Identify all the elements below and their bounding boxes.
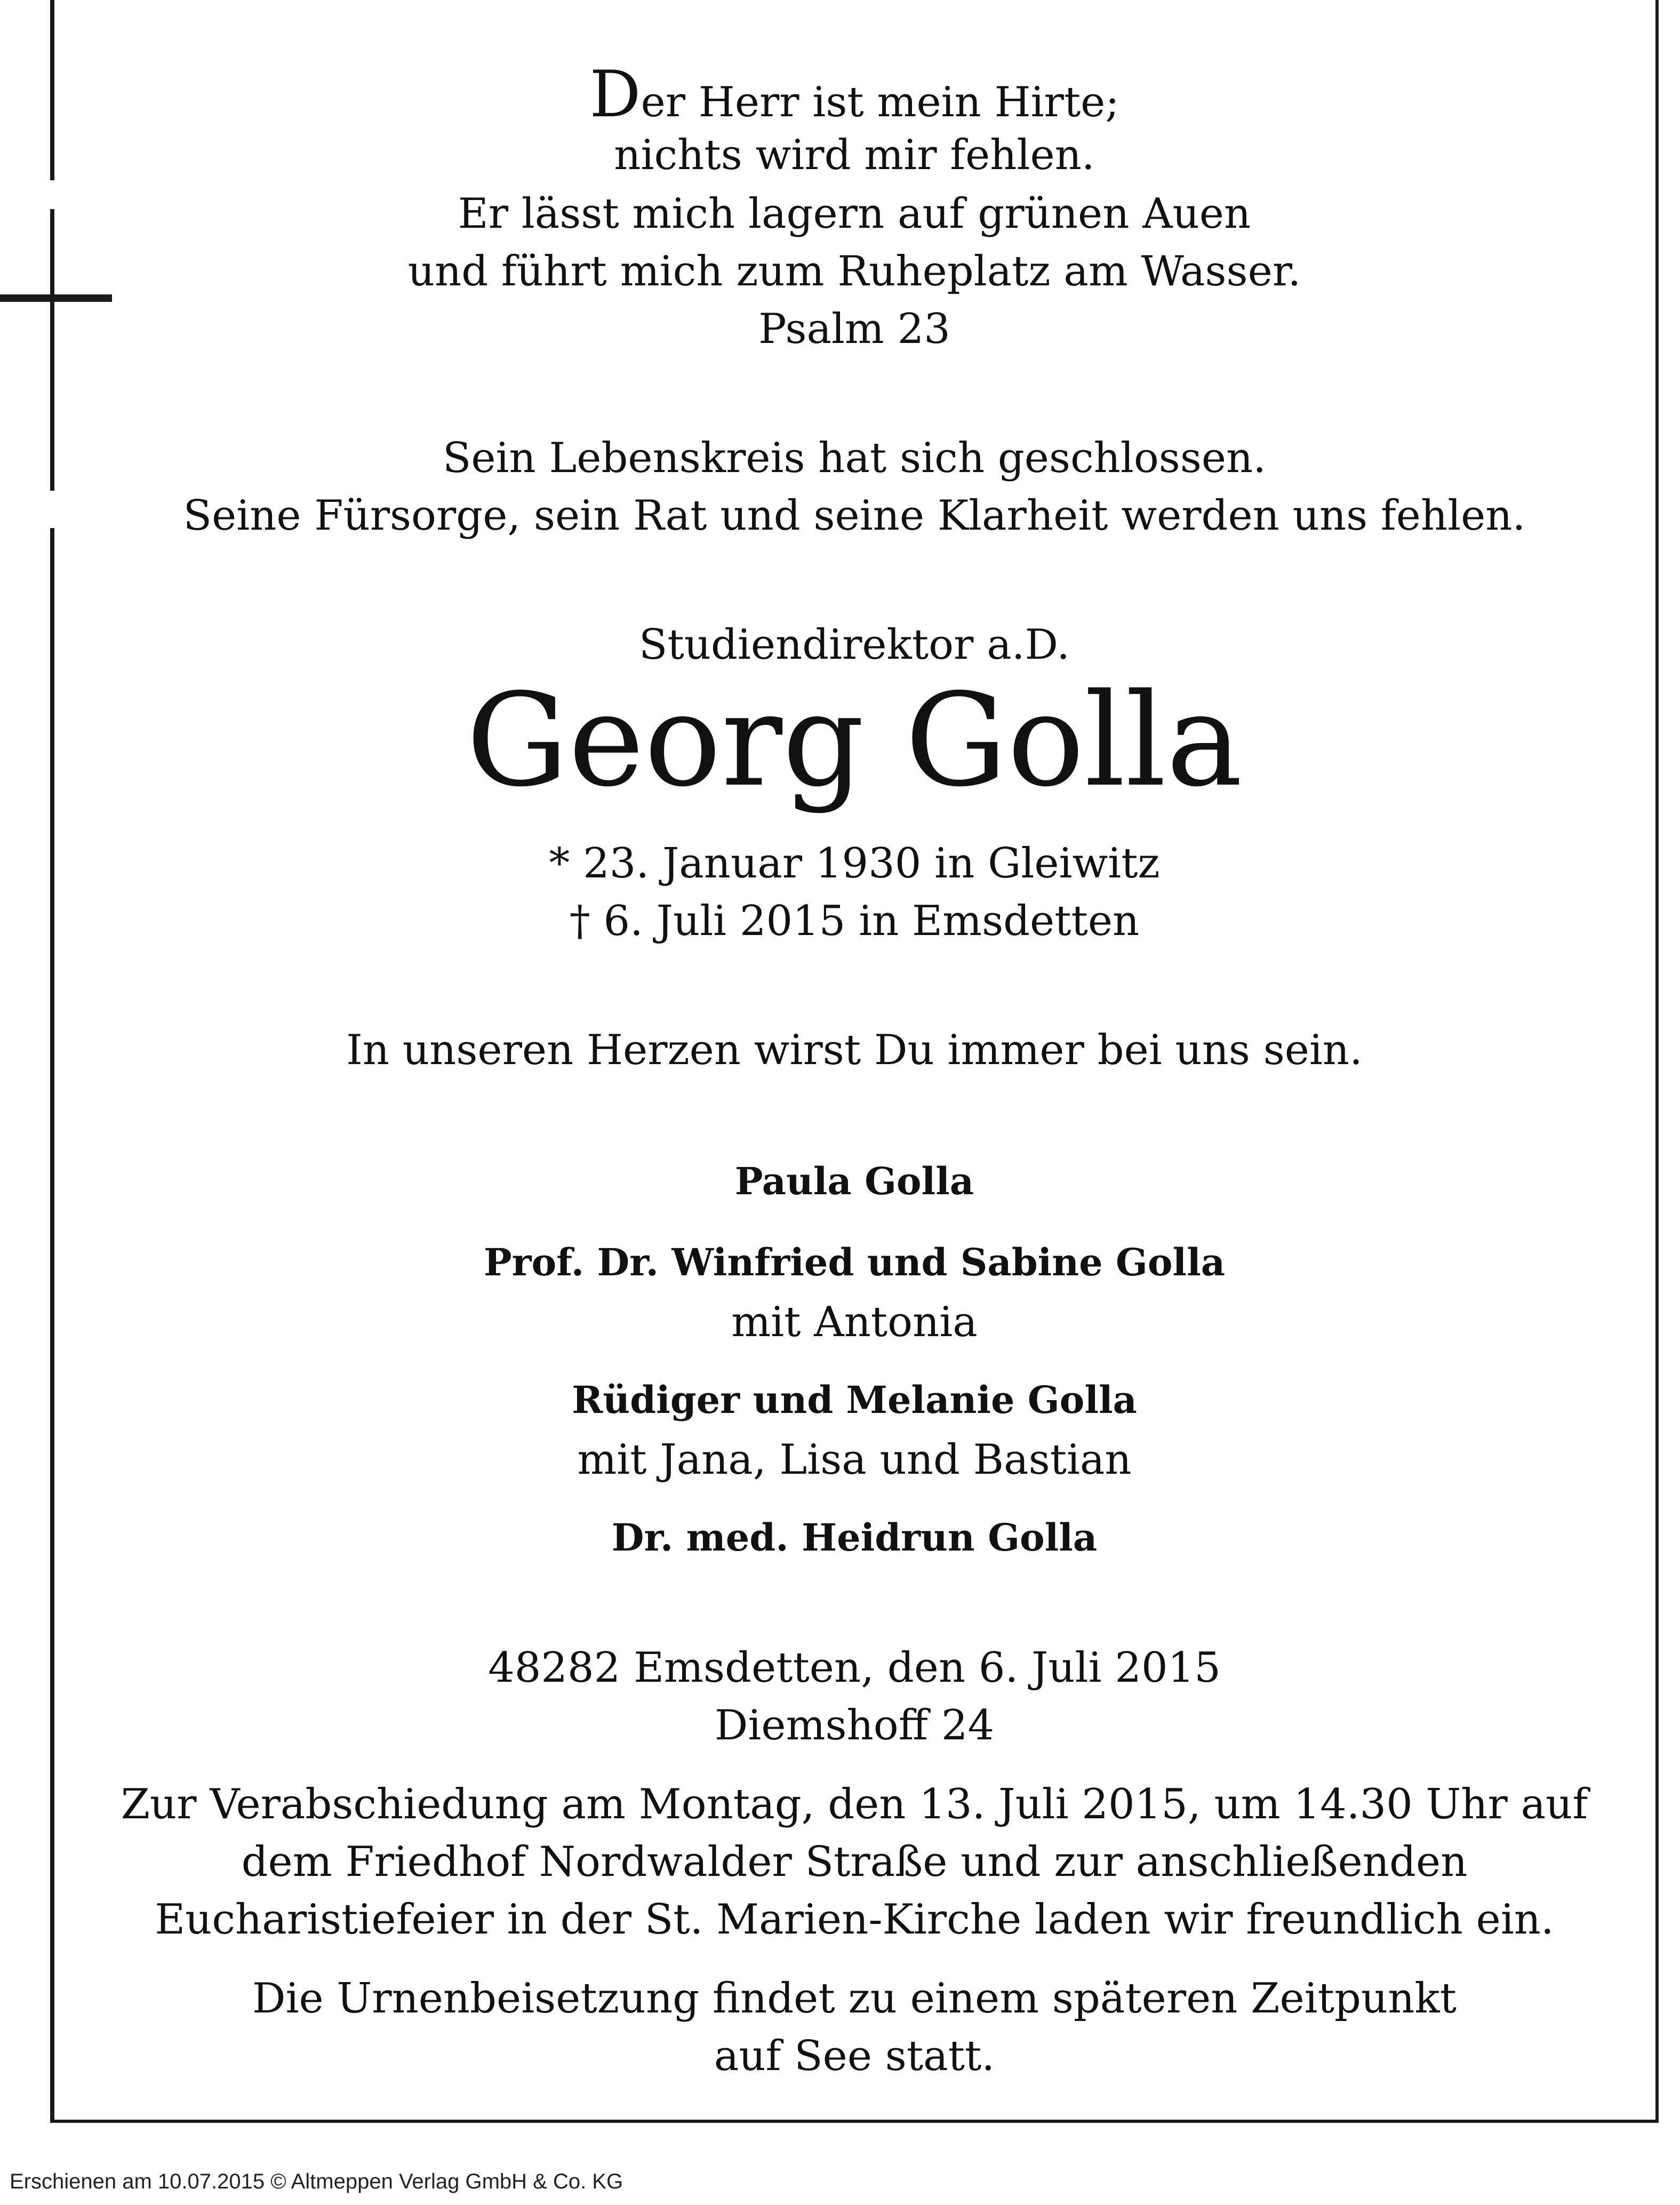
- psalm-line-3: Er lässt mich lagern auf grünen Auen: [458, 190, 1251, 238]
- psalm-line-4: und führt mich zum Ruheplatz am Wasser.: [407, 247, 1301, 295]
- address-street: Diemshoff 24: [714, 1701, 995, 1749]
- mourner-name: Rüdiger und Melanie Golla: [572, 1378, 1137, 1422]
- psalm-line-1-text: er Herr ist mein Hirte;: [641, 78, 1119, 126]
- mourner-name: Paula Golla: [734, 1159, 974, 1203]
- psalm-line-1: [53, 58, 1655, 132]
- intro-line-1: Sein Lebenskreis hat sich geschlossen.: [442, 434, 1267, 482]
- deceased-name: Georg Golla: [466, 666, 1243, 815]
- deceased-died: † 6. Juli 2015 in Emsdetten: [569, 897, 1140, 945]
- publication-footer: Erschienen am 10.07.2015 © Altmeppen Verlag GmbH & Co. KG: [10, 2170, 623, 2193]
- funeral-line-2: dem Friedhof Nordwalder Straße und zur anschließenden: [241, 1838, 1468, 1886]
- funeral-line-1: Zur Verabschiedung am Montag, den 13. Juli 2015, um 14.30 Uhr auf: [121, 1780, 1588, 1828]
- psalm-dropcap: D: [589, 58, 641, 132]
- obituary-notice: [53, 0, 1659, 2123]
- burial-line-2: auf See statt.: [714, 2032, 995, 2080]
- deceased-title: Studiendirektor a.D.: [638, 621, 1070, 669]
- mourner-name: Prof. Dr. Winfried und Sabine Golla: [483, 1240, 1226, 1284]
- mourner-name: Dr. med. Heidrun Golla: [611, 1515, 1098, 1560]
- mourner-with: mit Jana, Lisa und Bastian: [577, 1436, 1132, 1484]
- funeral-line-3: Eucharistiefeier in der St. Marien-Kirche laden wir freundlich ein.: [155, 1896, 1554, 1944]
- mourner-with: mit Antonia: [731, 1298, 978, 1346]
- address-place-date: 48282 Emsdetten, den 6. Juli 2015: [488, 1644, 1221, 1692]
- psalm-source: Psalm 23: [758, 305, 950, 353]
- psalm-line-2: nichts wird mir fehlen.: [614, 131, 1095, 179]
- burial-line-1: Die Urnenbeisetzung findet zu einem späteren Zeitpunkt: [252, 1975, 1457, 2023]
- intro-line-2: Seine Fürsorge, sein Rat und seine Klarheit werden uns fehlen.: [183, 492, 1526, 540]
- deceased-born: * 23. Januar 1930 in Gleiwitz: [549, 840, 1160, 888]
- remembrance-text: In unseren Herzen wirst Du immer bei uns sein.: [346, 1026, 1363, 1074]
